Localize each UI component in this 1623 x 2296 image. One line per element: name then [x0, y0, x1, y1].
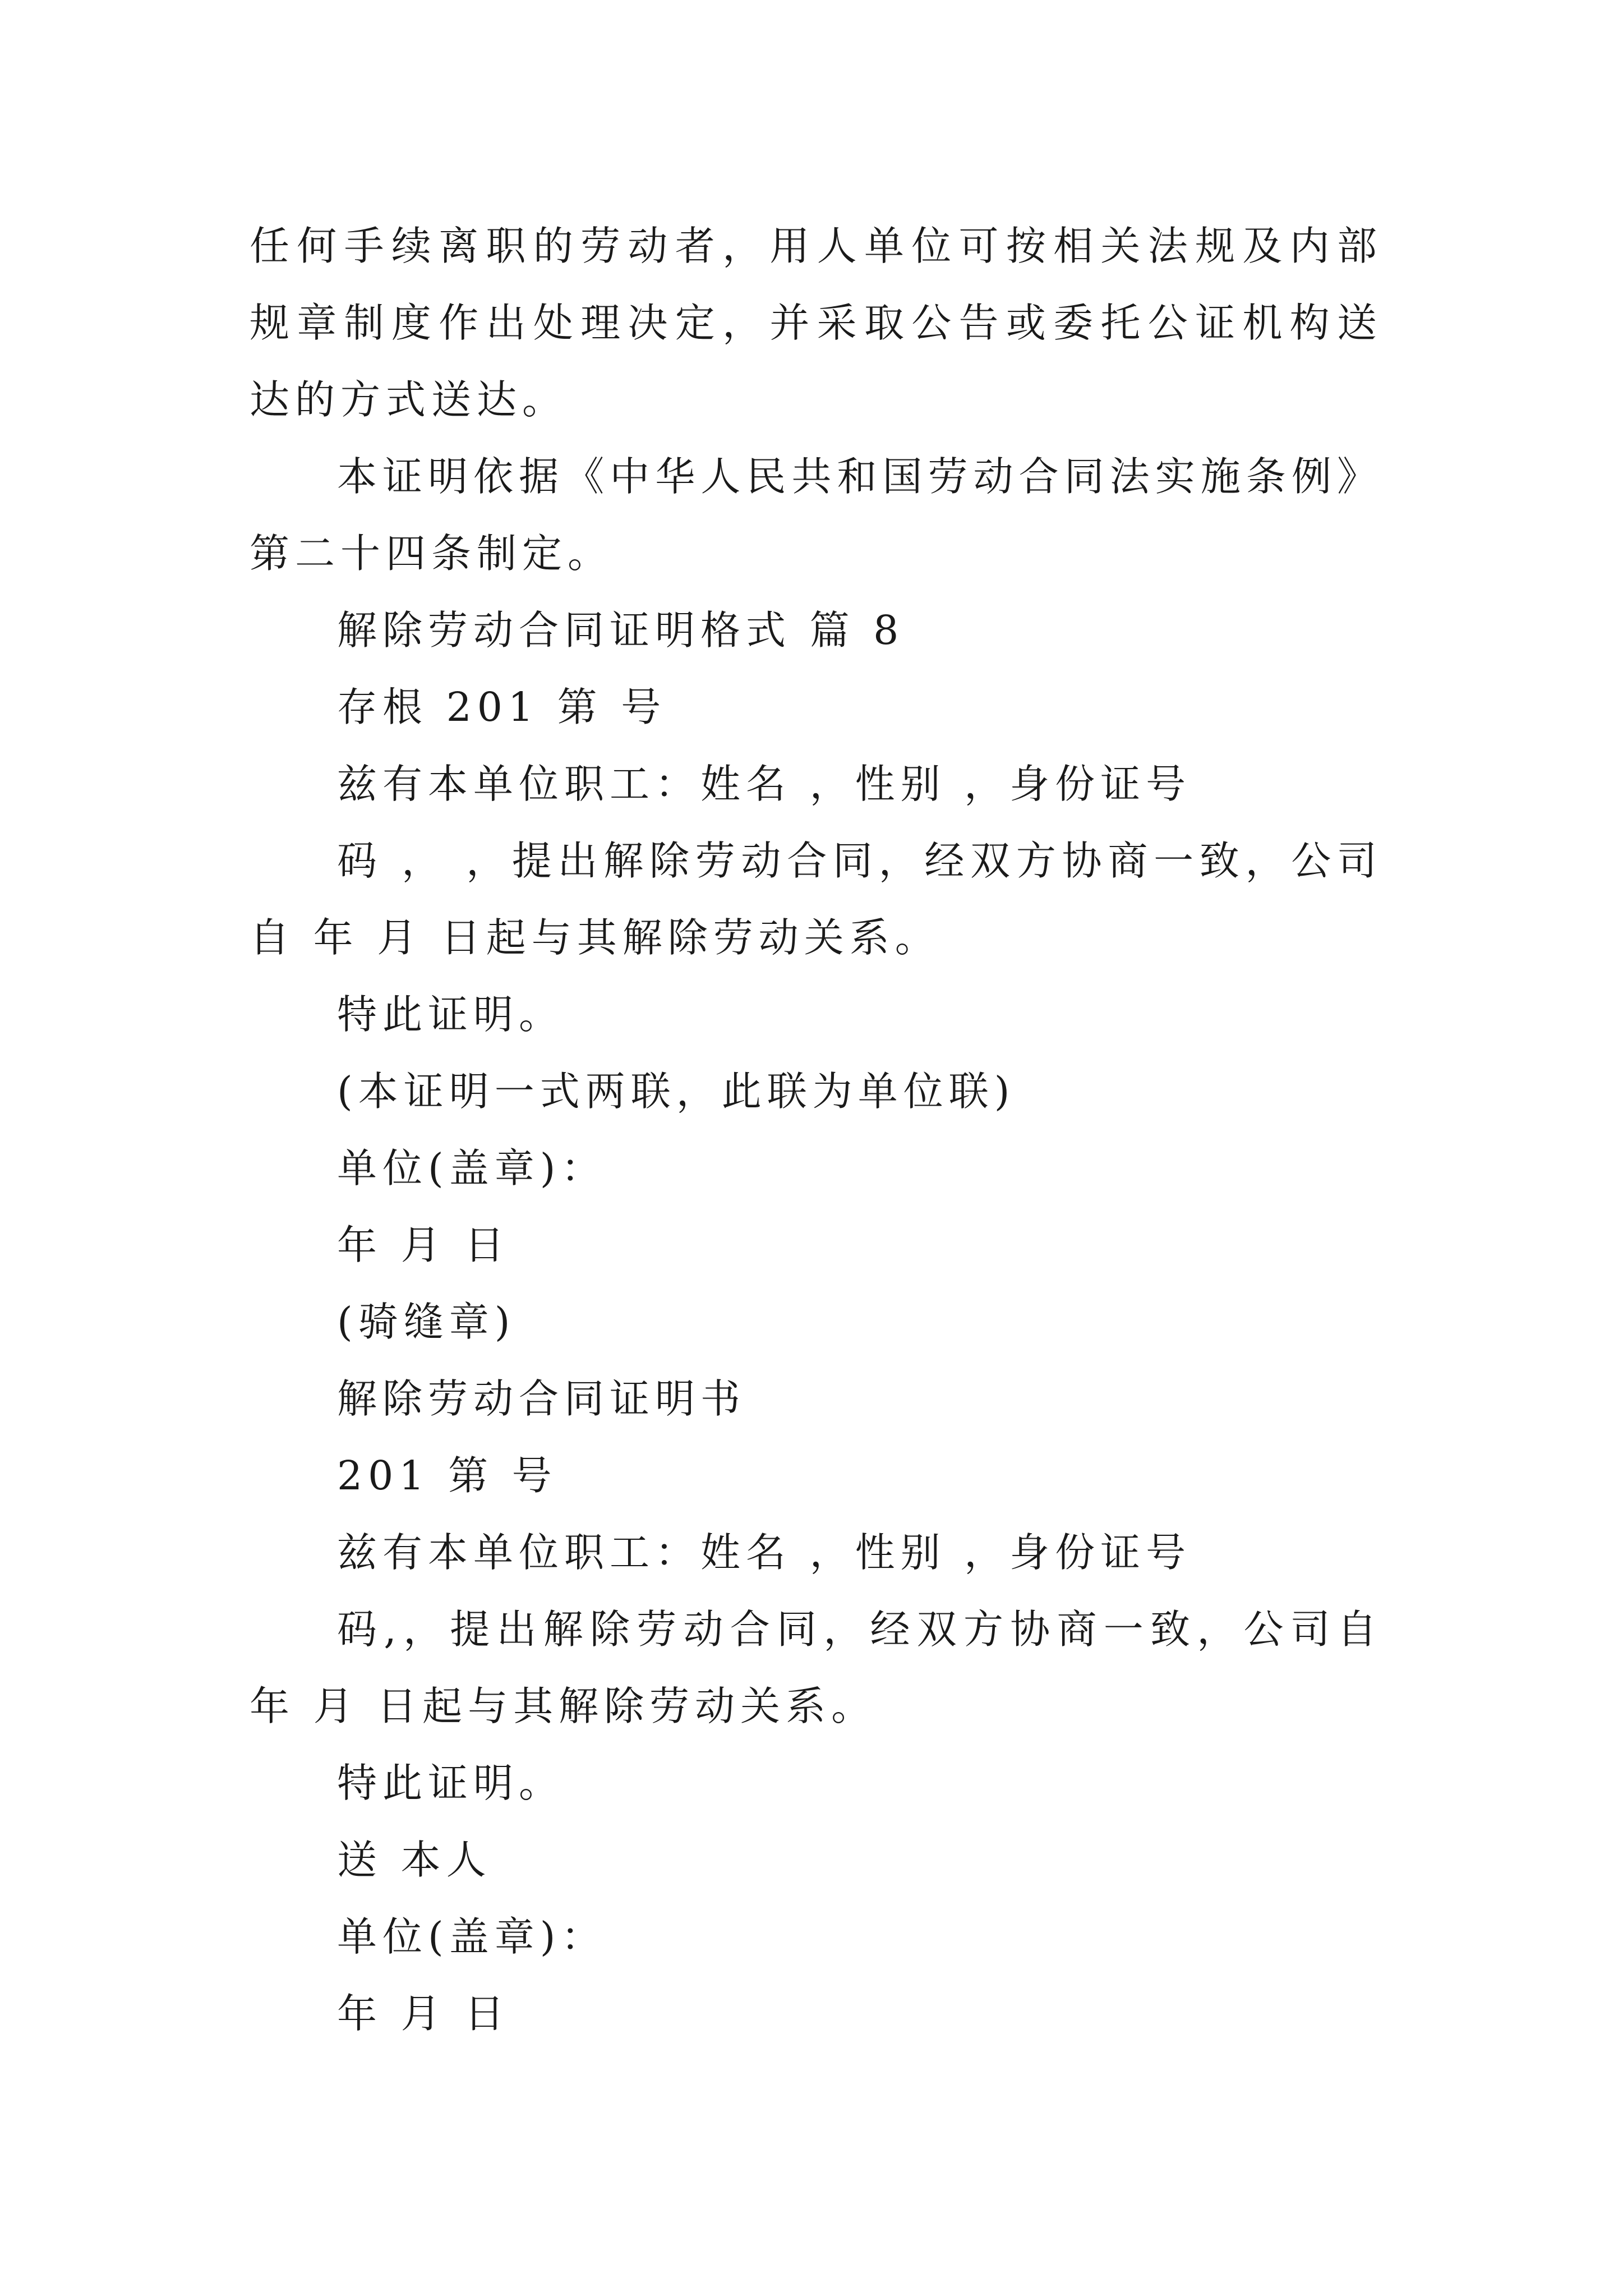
employee-info: 兹有本单位职工：姓名 ，性别 ，身份证号 — [337, 761, 1192, 807]
copy-note: (本证明一式两联，此联为单位联) — [337, 1068, 1016, 1115]
certificate-number: 201 第 号 — [337, 1452, 557, 1499]
unit-seal: 单位(盖章)： — [337, 1145, 607, 1191]
paragraph-basis: 本证明依据《中华人民共和国劳动合同法实施条例》第二十四条制定。 — [250, 453, 1382, 577]
employee-info-2: 兹有本单位职工：姓名 ，性别 ，身份证号 — [337, 1529, 1192, 1576]
date-line-2: 年 月 日 — [337, 1990, 510, 2037]
certify-line-2: 特此证明。 — [337, 1760, 565, 1806]
unit-seal-2: 单位(盖章)： — [337, 1913, 607, 1960]
stub-number: 存根 201 第 号 — [337, 684, 667, 730]
certify-line: 特此证明。 — [337, 991, 565, 1038]
document-body — [250, 208, 1382, 2052]
termination-statement-2: 码,，提出解除劳动合同，经双方协商一致，公司自 年 月 日起与其解除劳动关系。 — [250, 1606, 1382, 1729]
termination-statement: 码 ， ，提出解除劳动合同，经双方协商一致，公司自 年 月 日起与其解除劳动关系。 — [250, 838, 1382, 961]
section-heading: 解除劳动合同证明格式 篇 8 — [337, 607, 905, 654]
delivery-line: 送 本人 — [337, 1837, 492, 1883]
date-line: 年 月 日 — [337, 1222, 510, 1268]
certificate-title: 解除劳动合同证明书 — [337, 1375, 746, 1422]
paragraph-continuation: 任何手续离职的劳动者，用人单位可按相关法规及内部规章制度作出处理决定，并采取公告或委托公证机构送达的方式送达。 — [250, 223, 1382, 423]
perforation-seal: (骑缝章) — [337, 1299, 516, 1345]
